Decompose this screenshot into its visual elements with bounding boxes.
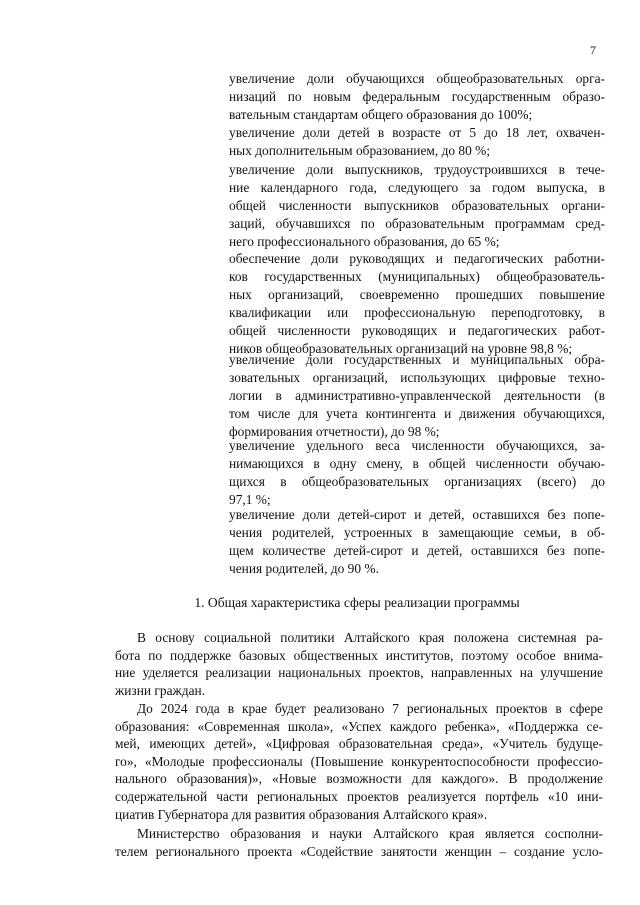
goal-line: ников общеобразовательных организаций на уровне 98,8 %; xyxy=(229,341,573,356)
paragraph-line: мей, имеющих детей», «Цифровая образовательная среда», «Учитель будуще- xyxy=(115,736,603,752)
goal-line: чения родителей, до 90 %. xyxy=(229,561,379,576)
goal-line: низаций по новым федеральным государственным образо- xyxy=(229,89,605,104)
paragraph-line: образования: «Современная школа», «Успех каждого ребенка», «Поддержка се- xyxy=(115,718,603,734)
goal-line: ных дополнительным образованием, до 80 %; xyxy=(229,143,491,158)
paragraph-line: го», «Молодые профессионалы (Повышение конкурентоспособности профессио- xyxy=(115,753,603,769)
goal-line: ние календарного года, следующего за годом выпуска, в xyxy=(229,180,605,195)
paragraph-line: циатив Губернатора для развития образования Алтайского края». xyxy=(115,806,488,822)
goal-line: щихся в общеобразовательных организациях (всего) до xyxy=(229,474,605,489)
goal-line: вательным стандартам общего образования до 100%; xyxy=(229,107,533,122)
goal-line: логии в административно-управленческой деятельности (в xyxy=(229,388,605,403)
goal-line: увеличение доли выпускников, трудоустроившихся в тече- xyxy=(229,162,605,177)
paragraph-line: нального образования)», «Новые возможности для каждого». В продолжение xyxy=(115,771,603,787)
goal-line: щем количестве детей-сирот и детей, оставшихся без попе- xyxy=(229,543,605,558)
goal-line: чения родителей, устроенных в замещающие семьи, в об- xyxy=(229,525,605,540)
goal-item-6 xyxy=(229,437,605,509)
goal-line: формирования отчетности), до 98 %; xyxy=(229,424,440,439)
goal-line: увеличение удельного веса численности обучающихся, за- xyxy=(229,438,605,453)
goal-line: том числе для учета контингента и движения обучающихся, xyxy=(229,406,605,421)
goal-item-5 xyxy=(229,351,605,441)
page-number: 7 xyxy=(590,43,596,57)
paragraph-3 xyxy=(115,825,603,860)
goal-line: обеспечение доли руководящих и педагогических работни- xyxy=(229,251,605,266)
goal-line: ных организаций, своевременно прошедших повышение xyxy=(229,287,605,302)
goal-item-4 xyxy=(229,250,605,358)
goal-line: ков государственных (муниципальных) общеобразователь- xyxy=(229,269,605,284)
goal-line: увеличение доли детей-сирот и детей, оставшихся без попе- xyxy=(229,507,605,522)
goal-line: увеличение доли детей в возрасте от 5 до 18 лет, охвачен- xyxy=(229,125,605,140)
paragraph-line: В основу социальной политики Алтайского края положена системная ра- xyxy=(137,630,603,645)
paragraph-line: Министерство образования и науки Алтайского края является сосполни- xyxy=(137,826,603,841)
section-heading: 1. Общая характеристика сферы реализации программы xyxy=(194,595,520,610)
goal-line: 97,1 %; xyxy=(229,492,271,507)
paragraph-line: содержательной части региональных проектов реализуется портфель «10 ини- xyxy=(115,788,603,804)
goal-line: зовательных организаций, использующих цифровые техно- xyxy=(229,370,605,385)
goal-item-1 xyxy=(229,70,605,124)
paragraph-line: телем регионального проекта «Содействие занятости женщин – создание усло- xyxy=(115,843,603,859)
goal-line: заций, обучавшихся по образовательным программам сред- xyxy=(229,216,605,231)
paragraph-line: ние уделяется реализации национальных проектов, направленных на улучшение xyxy=(115,665,603,681)
paragraph-1 xyxy=(115,629,603,699)
goal-item-3 xyxy=(229,161,605,251)
paragraph-line: До 2024 года в крае будет реализовано 7 региональных проектов в сфере xyxy=(137,701,603,716)
goal-line: увеличение доли обучающихся общеобразовательных орга- xyxy=(229,71,605,86)
goal-item-2 xyxy=(229,124,605,160)
goal-line: квалификации или профессиональную переподготовку, в xyxy=(229,305,605,320)
goal-line: увеличение доли государственных и муниципальных обра- xyxy=(229,352,605,367)
paragraph-line: бота по поддержке базовых общественных институтов, поэтому особое внима- xyxy=(115,647,603,663)
goal-line: общей численности руководящих и педагогических работ- xyxy=(229,323,605,338)
goal-line: нимающихся в одну смену, в общей численности обучаю- xyxy=(229,456,605,471)
goal-item-7 xyxy=(229,506,605,578)
goal-line: него профессионального образования, до 65 %; xyxy=(229,234,500,249)
goal-line: общей численности выпускников образовательных органи- xyxy=(229,198,605,213)
paragraph-line: жизни граждан. xyxy=(115,682,206,698)
paragraph-2 xyxy=(115,700,603,823)
